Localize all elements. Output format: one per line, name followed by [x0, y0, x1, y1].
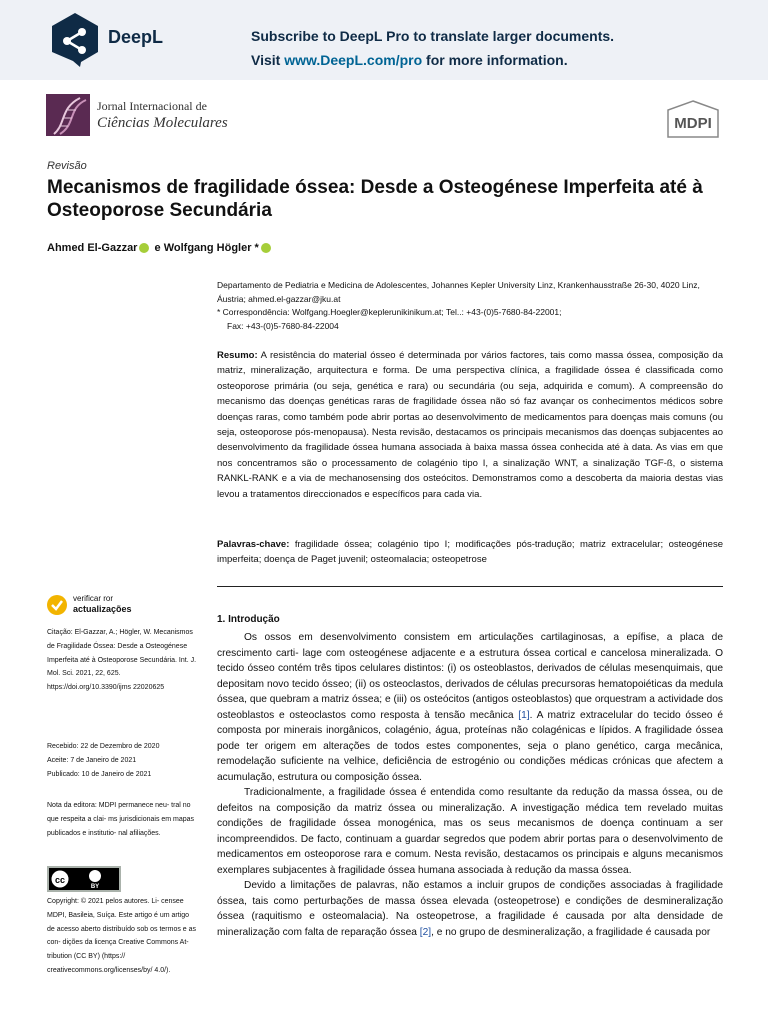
mdpi-logo	[665, 100, 721, 138]
corresponding-mark: *	[254, 242, 259, 254]
journal-title-line2: Ciências Moleculares	[97, 115, 228, 131]
paragraph-text: Devido a limitações de palavras, não estamos a incluir grupos de condições associadas à fragilidade óssea, tais como perturbações de massa óssea elevada (osteopetrose) e condições de desmineralização óssea (raquitismo e osteomalacia). Na osteopetrose, a fragilidade é causada por alta densidade de mineralização com falta de reparação óssea	[217, 880, 723, 938]
section-heading: 1. Introdução	[217, 614, 280, 625]
article-type: Revisão	[47, 160, 87, 172]
abstract	[217, 348, 723, 502]
reference-link[interactable]: [2]	[419, 926, 432, 938]
paragraph	[217, 630, 723, 785]
cc-by-license-badge[interactable]	[47, 866, 121, 892]
affiliations	[217, 279, 723, 333]
deepl-brand: DeepL	[108, 27, 164, 47]
publisher-note: Nota da editora: MDPI permanece neu- tral no que respeita a clai- ms jurisdicionais em mapas publicados e institutio- nal afiliações.	[47, 802, 195, 837]
deepl-promo	[251, 24, 614, 72]
deepl-promo-line2	[251, 48, 614, 72]
journal-logo	[46, 94, 90, 136]
paragraph-text: , e no grupo de desmineralização, a fragilidade é causada por	[431, 926, 711, 938]
accepted-date: Aceite: 7 de Janeiro de 2021	[47, 756, 137, 764]
license-badge-label: BY	[90, 884, 100, 890]
paragraph	[217, 878, 723, 940]
svg-text:cc: cc	[54, 875, 66, 885]
correspondence-line: * Correspondência: Wolfgang.Hoegler@keplerunikinikum.at; Tel..: +43-(0)5-7680-84-22001;	[217, 307, 562, 317]
deepl-banner	[0, 0, 768, 80]
author-name[interactable]: Ahmed El-Gazzar	[47, 242, 138, 254]
keywords-label: Palavras-chave:	[217, 539, 290, 550]
paragraph: Tradicionalmente, a fragilidade óssea é entendida como resultante da redução da massa óssea, ou de defeitos na composição da matriz óssea ou mineralização. A investigação médica tem revelado muitas condições de fragilidade óssea monogénica, mas os seus mecanismos de doença continuam a ser incompreendidos. De facto, continuam a guardar segredos que podem abrir portas para o desenvolvimento de medicamentos em osteoporose rara e comum. Nesta revisão, destacamos os principais e alguns mecanismos exemplares subjacentes à fragilidade óssea humana associada à redução da massa óssea.	[217, 787, 723, 876]
paragraph-text: . A matriz extracelular do tecido ósseo é composta por minerais inorgânicos, colagénio, água, proteínas não colagénicas e lípidos. A fragilidade óssea pode ter origem em alterações de todos estes componentes, seja o plano genético, carga mecânica, remodelação suficiente na velhice, deficiência de estrogénio ou condições médicas crónicas que afectem a acumulação, estrutura ou composição óssea.	[217, 709, 723, 783]
fax-line: Fax: +43-(0)5-7680-84-22004	[227, 320, 339, 331]
journal-title	[97, 99, 228, 132]
updates-label	[73, 594, 153, 614]
copyright-notice: Copyright: © 2021 pelos autores. Li- censee MDPI, Basileia, Suíça. Este artigo é um artigo de acesso aberto distribuído sob os termos e as con- dições da licença Creative Commons At- tribution (CC BY) (https:// creativecommons.org/licenses/by/ 4.0/).	[47, 898, 197, 974]
reference-link[interactable]: [1]	[518, 709, 530, 721]
keywords	[217, 537, 723, 568]
divider	[217, 586, 723, 587]
abstract-text: A resistência do material ósseo é determinada por vários factores, tais como massa óssea, composição da matriz, mineralização, arquitectura e forma. De uma perspectiva clínica, a fragilidade óssea é classificada como osteoporose primária (ou seja, genética e rara) ou secundária (ou seja, adquirida e comum). A compreensão do mecanismo das doenças genéticas raras de fragilidade óssea não só faz avançar os conhecimentos médicos sobre doenças raras, como também pode abrir portas ao desenvolvimento de medicamentos para doenças mais comuns (ou seja, osteoporose pós-menopausa). Nesta revisão, destacamos os principais mecanismos das doenças subjacentes ao desenvolvimento da fragilidade óssea humana associada à baixa massa óssea conhecida até à data. As vias em que nos concentramos são o processamento de colagénio tipo I, a sinalização WNT, a sinalização TGF-ß, o sistema RANKL-RANK e a via de mechanosensing dos osteócitos. Demonstramos como a descoberta da maioria destas vias levou a tratamentos direccionados e específicos para cada via.	[217, 350, 723, 500]
dna-helix-icon	[46, 94, 90, 136]
updates-line2: actualizações	[73, 604, 132, 614]
author-list	[47, 242, 273, 254]
article-dates	[47, 740, 197, 781]
publisher-name: MDPI	[674, 115, 712, 132]
deepl-logo-icon	[47, 11, 103, 67]
abstract-label: Resumo:	[217, 350, 258, 361]
journal-title-line1: Jornal Internacional de	[97, 99, 207, 113]
promo-suffix: for more information.	[422, 52, 568, 68]
author-separator: e Wolfgang Högler	[151, 242, 255, 254]
paragraph-text: Os ossos em desenvolvimento consistem em articulações cartilaginosas, a epífise, a placa de crescimento carti- lage com osteogénese adjacente e a estrutura óssea cortical e cancelosa mineralizada. O tecido ósseo contém três tipos celulares distintos: (i) os osteoblastos, derivados de células mesenquimais, que depositam novo tecido ósseo; (ii) os osteoclastos, derivados de células precursoras hematopoiéticas da medula óssea, que quebram a matriz óssea; e (iii) os osteócitos (antigos osteoblastos) que orquestram a actividade dos osteoblastos e osteoclastos como resposta à tensão mecânica	[217, 632, 723, 721]
published-date: Publicado: 10 de Janeiro de 2021	[47, 770, 152, 778]
deepl-promo-line1: Subscribe to DeepL Pro to translate larger documents.	[251, 28, 615, 44]
body-text	[217, 630, 723, 940]
updates-line1: verificar ror	[73, 594, 114, 603]
keywords-text: fragilidade óssea; colagénio tipo I; modificações pós-tradução; matriz extracelular; osteogénese imperfeita; doença de Paget juvenil; osteomalacia; osteopetrose	[217, 539, 723, 566]
affiliation-line: Departamento de Pediatria e Medicina de Adolescentes, Johannes Kepler University Linz, Krankenhausstraße 26-30, 4020 Linz, Áustria; ahmed.el-gazzar@jku.at	[217, 280, 700, 304]
orcid-icon[interactable]	[139, 243, 149, 253]
citation: Citação: El-Gazzar, A.; Högler, W. Mecanismos de Fragilidade Óssea: Desde a Osteogénese Imperfeita até à Osteoporose Secundária. Int. J. Mol. Sci. 2021, 22, 625. https://doi.org/10.3390/ijms 22020625	[47, 629, 197, 692]
promo-prefix: Visit	[251, 52, 285, 68]
orcid-icon[interactable]	[261, 243, 271, 253]
received-date: Recebido: 22 de Dezembro de 2020	[47, 743, 160, 750]
article-title: Mecanismos de fragilidade óssea: Desde a Osteogénese Imperfeita até à Osteoporose Secundária	[47, 177, 703, 221]
deepl-pro-link[interactable]: www.DeepL.com/pro	[284, 52, 423, 68]
check-updates-icon	[46, 594, 68, 616]
